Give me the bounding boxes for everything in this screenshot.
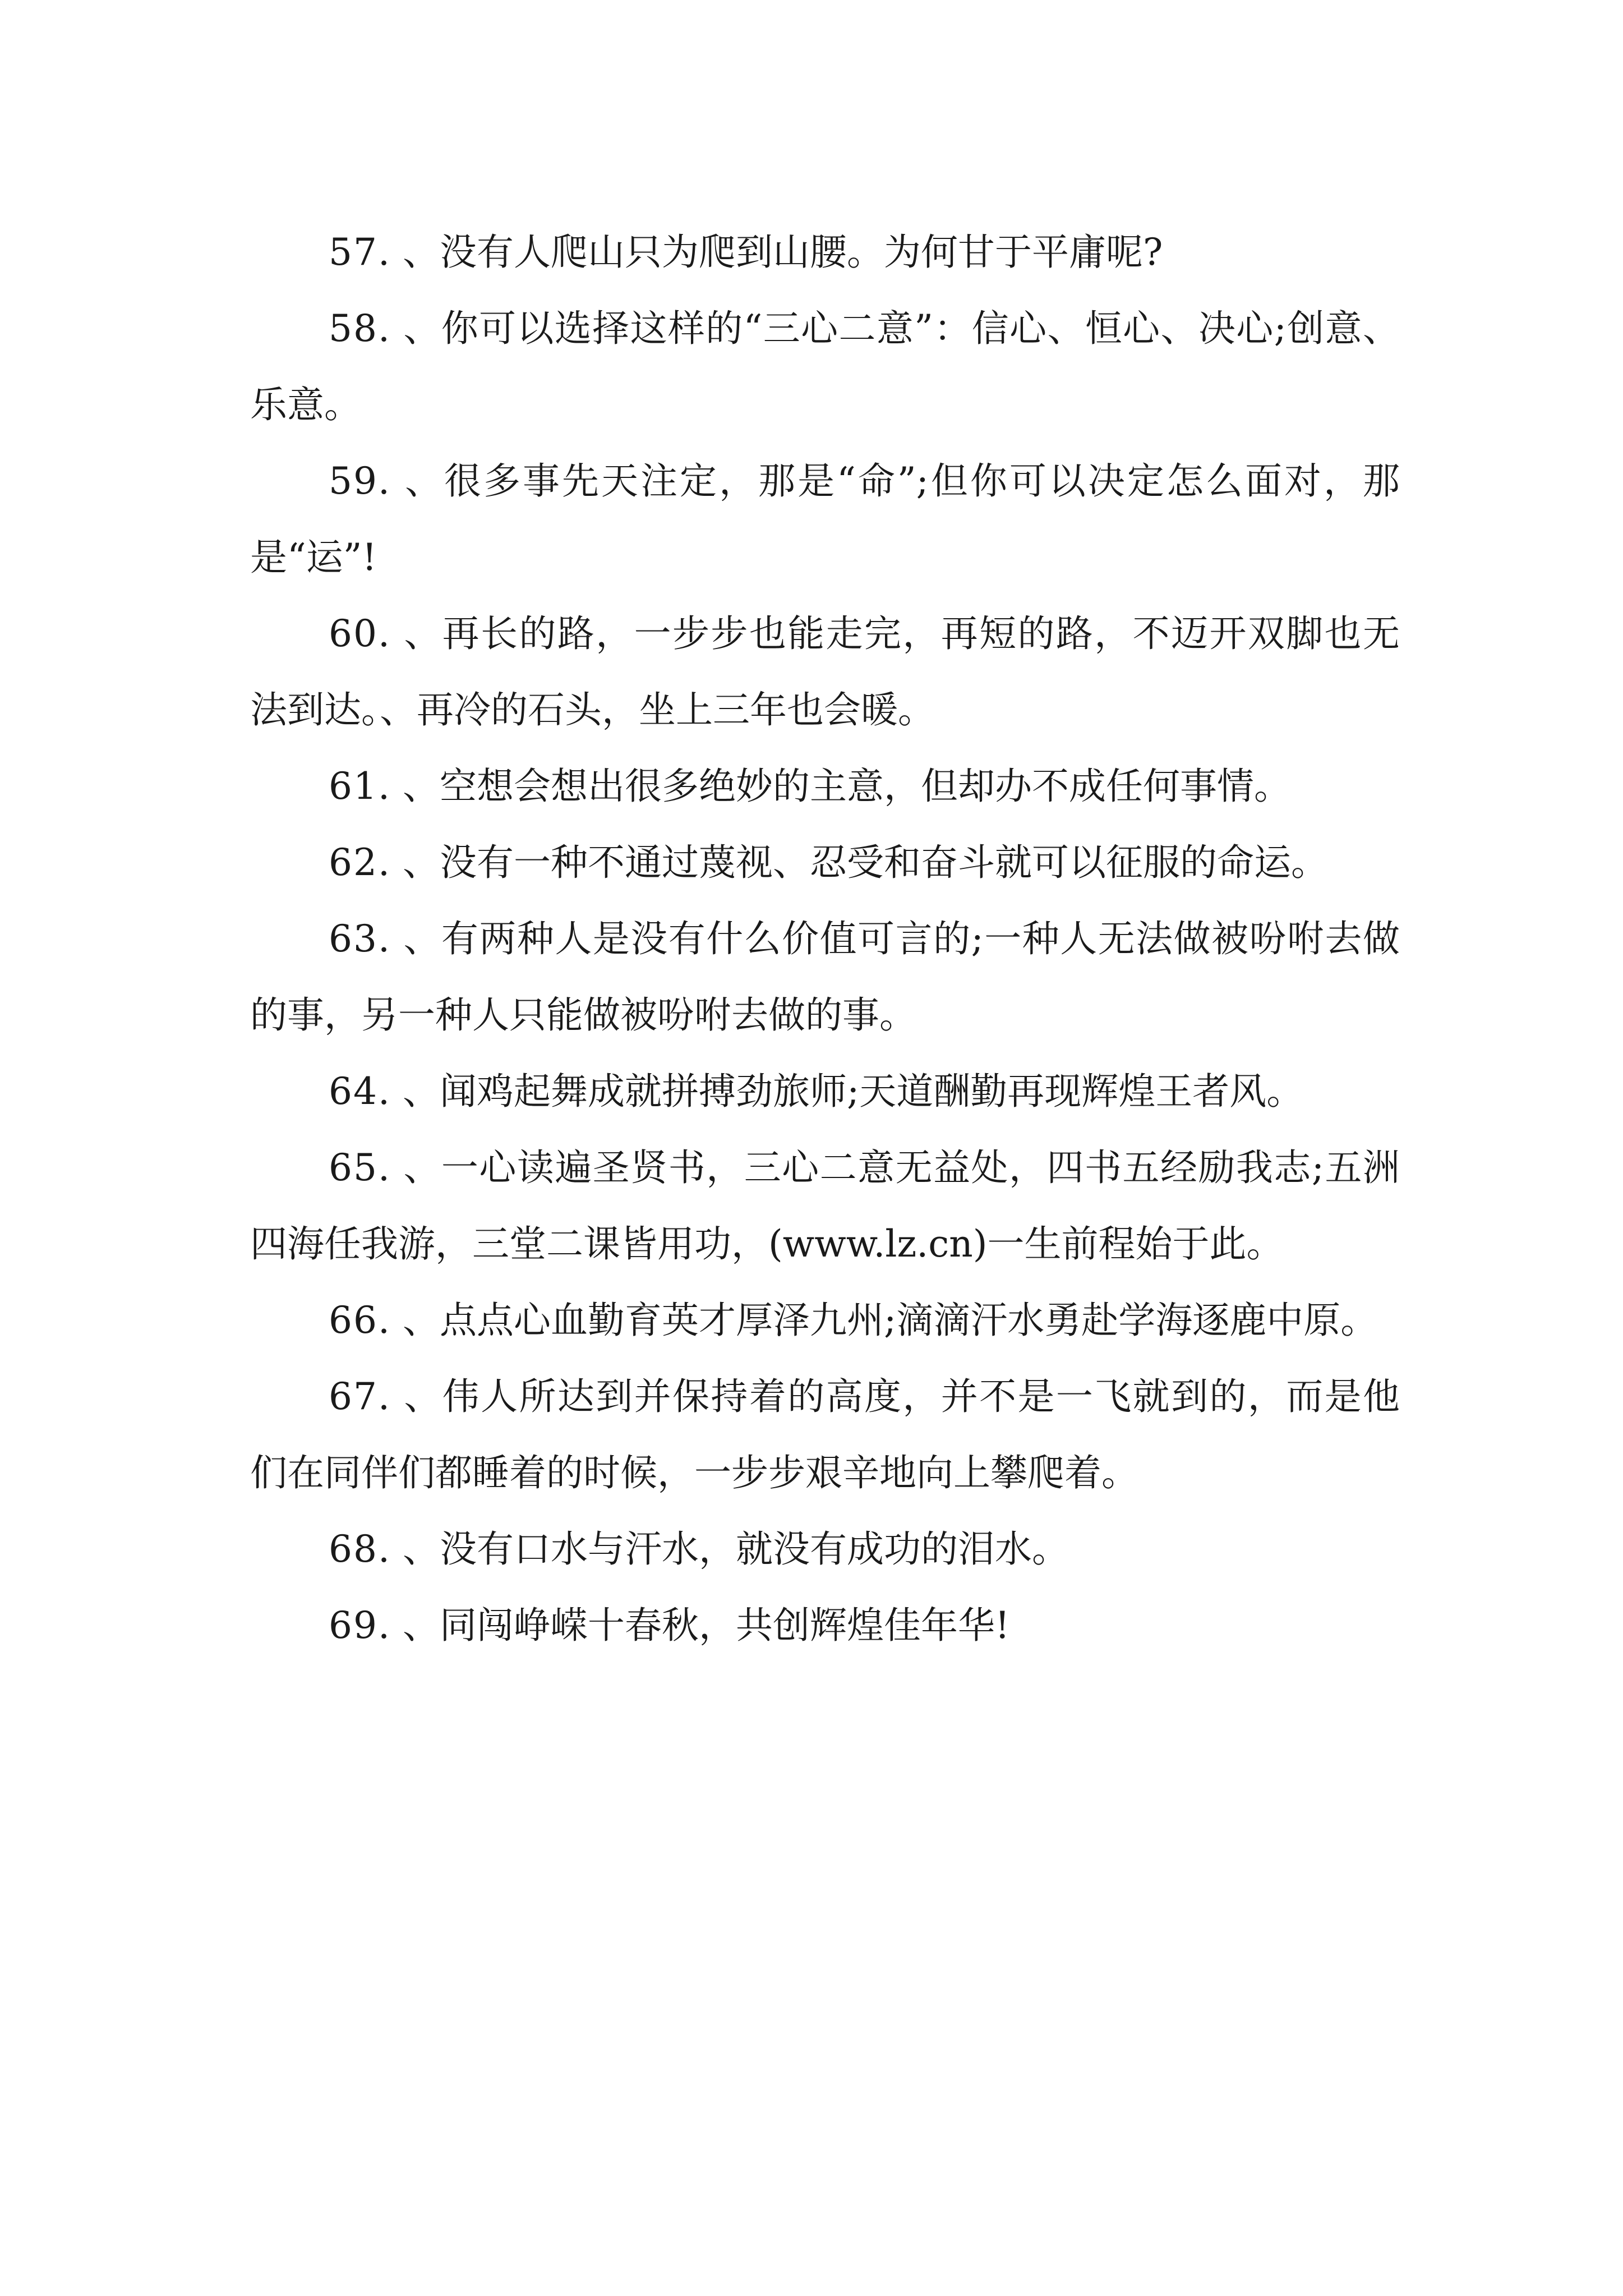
entry-66 bbox=[250, 1282, 1400, 1359]
entry-59 bbox=[250, 443, 1400, 596]
entry-text: 、点点心血勤育英才厚泽九州;滴滴汗水勇赴学海逐鹿中原。 bbox=[402, 1299, 1378, 1342]
entry-67 bbox=[250, 1359, 1400, 1511]
entry-text: 、再长的路，一步步也能走完，再短的路，不迈开双脚也无法到达。、再冷的石头，坐上三年也会暖。 bbox=[250, 612, 1400, 731]
entry-text: 、你可以选择这样的“三心二意”：信心、恒心、决心;创意、乐意。 bbox=[250, 307, 1400, 426]
entry-number: 60. bbox=[329, 612, 391, 655]
entry-58 bbox=[250, 291, 1400, 443]
entry-text: 、没有口水与汗水，就没有成功的泪水。 bbox=[402, 1527, 1069, 1571]
entry-number: 66. bbox=[329, 1299, 391, 1342]
entry-number: 61. bbox=[329, 765, 391, 808]
entry-text: 、很多事先天注定，那是“命”;但你可以决定怎么面对，那是“运”! bbox=[250, 459, 1400, 579]
entry-number: 63. bbox=[329, 917, 391, 960]
entry-text: 、没有一种不通过蔑视、忍受和奋斗就可以征服的命运。 bbox=[402, 841, 1328, 884]
entry-65 bbox=[250, 1130, 1400, 1282]
entry-64 bbox=[250, 1053, 1400, 1130]
entry-text: 、同闯峥嵘十春秋，共创辉煌佳年华! bbox=[402, 1604, 1010, 1647]
entry-number: 57. bbox=[329, 231, 391, 274]
entry-number: 64. bbox=[329, 1070, 391, 1113]
entry-number: 58. bbox=[329, 307, 391, 350]
entry-69 bbox=[250, 1588, 1400, 1664]
entry-text: 、没有人爬山只为爬到山腰。为何甘于平庸呢? bbox=[402, 231, 1163, 274]
entry-62 bbox=[250, 825, 1400, 901]
document-body bbox=[250, 214, 1400, 1664]
entry-text: 、闻鸡起舞成就拼搏劲旅师;天道酬勤再现辉煌王者风。 bbox=[402, 1070, 1304, 1113]
entry-61 bbox=[250, 748, 1400, 825]
entry-number: 67. bbox=[329, 1375, 391, 1418]
entry-number: 62. bbox=[329, 841, 391, 884]
entry-60 bbox=[250, 596, 1400, 748]
entry-number: 68. bbox=[329, 1527, 391, 1571]
entry-text: 、一心读遍圣贤书，三心二意无益处，四书五经励我志;五洲四海任我游，三堂二课皆用功，(www.lz.cn)一生前程始于此。 bbox=[250, 1146, 1400, 1266]
entry-text: 、有两种人是没有什么价值可言的;一种人无法做被吩咐去做的事，另一种人只能做被吩咐去做的事。 bbox=[250, 917, 1400, 1037]
entry-63 bbox=[250, 901, 1400, 1053]
entry-number: 65. bbox=[329, 1146, 391, 1189]
entry-number: 59. bbox=[329, 459, 391, 503]
entry-text: 、空想会想出很多绝妙的主意，但却办不成任何事情。 bbox=[402, 765, 1291, 808]
entry-text: 、伟人所达到并保持着的高度，并不是一飞就到的，而是他们在同伴们都睡着的时候，一步步艰辛地向上攀爬着。 bbox=[250, 1375, 1400, 1494]
entry-68 bbox=[250, 1511, 1400, 1588]
entry-57 bbox=[250, 214, 1400, 291]
entry-number: 69. bbox=[329, 1604, 391, 1647]
